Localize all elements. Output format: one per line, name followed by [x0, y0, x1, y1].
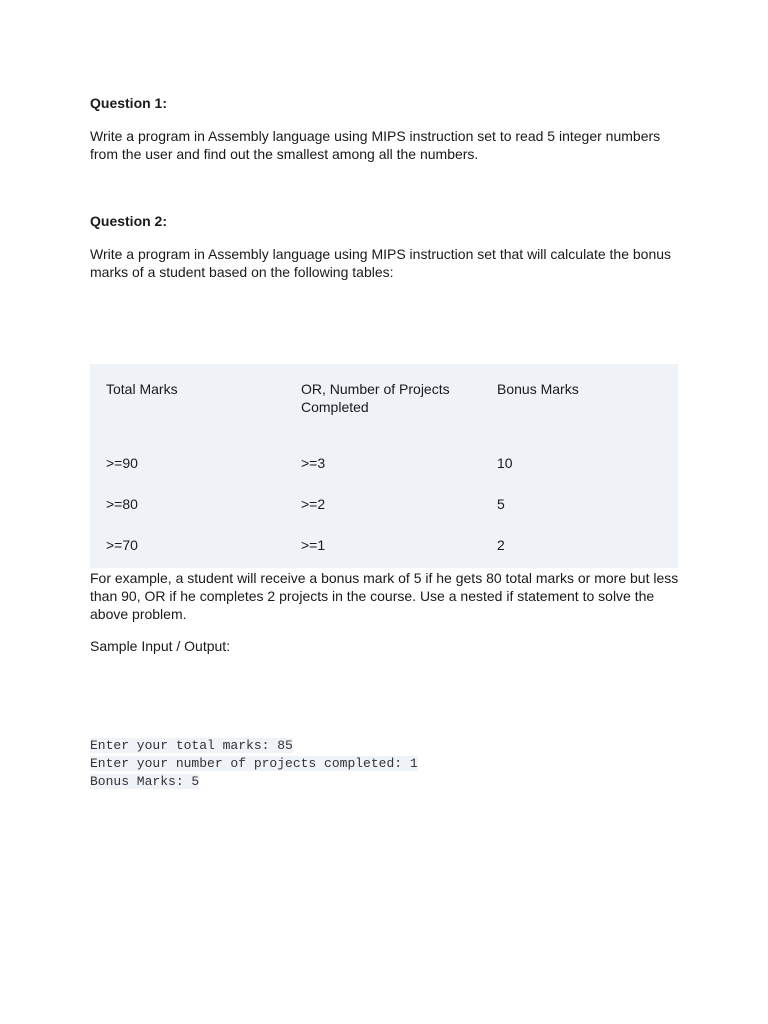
- sample-io-code-block: [90, 737, 418, 791]
- bonus-table: [90, 364, 678, 568]
- code-line: Bonus Marks: 5: [90, 774, 200, 789]
- table-cell: >=1: [301, 537, 326, 553]
- code-line: Enter your number of projects completed: 1: [90, 756, 418, 771]
- table-cell: 2: [497, 537, 505, 553]
- table-header-bonus: Bonus Marks: [497, 381, 579, 397]
- table-cell: >=2: [301, 496, 326, 512]
- question-1-heading: Question 1:: [90, 95, 168, 111]
- table-cell: >=3: [301, 455, 326, 471]
- sample-io-label: Sample Input / Output:: [90, 638, 231, 654]
- table-cell: 10: [497, 455, 513, 471]
- table-header-projects: OR, Number of Projects Completed: [301, 381, 450, 415]
- question-2-heading: Question 2:: [90, 213, 168, 229]
- example-text: For example, a student will receive a bonus mark of 5 if he gets 80 total marks or more but less than 90, OR if he completes 2 projects in the course. Use a nested if statement to solve the above problem.: [90, 570, 679, 622]
- code-line: Enter your total marks: 85: [90, 738, 293, 753]
- table-cell: 5: [497, 496, 505, 512]
- table-cell: >=90: [106, 455, 138, 471]
- table-cell: >=80: [106, 496, 138, 512]
- table-header-total-marks: Total Marks: [106, 381, 178, 397]
- table-cell: >=70: [106, 537, 138, 553]
- question-2-text: Write a program in Assembly language using MIPS instruction set that will calculate the bonus marks of a student based on the following tables:: [90, 246, 672, 280]
- question-1-text: Write a program in Assembly language using MIPS instruction set to read 5 integer numbers from the user and find out the smallest among all the numbers.: [90, 128, 661, 162]
